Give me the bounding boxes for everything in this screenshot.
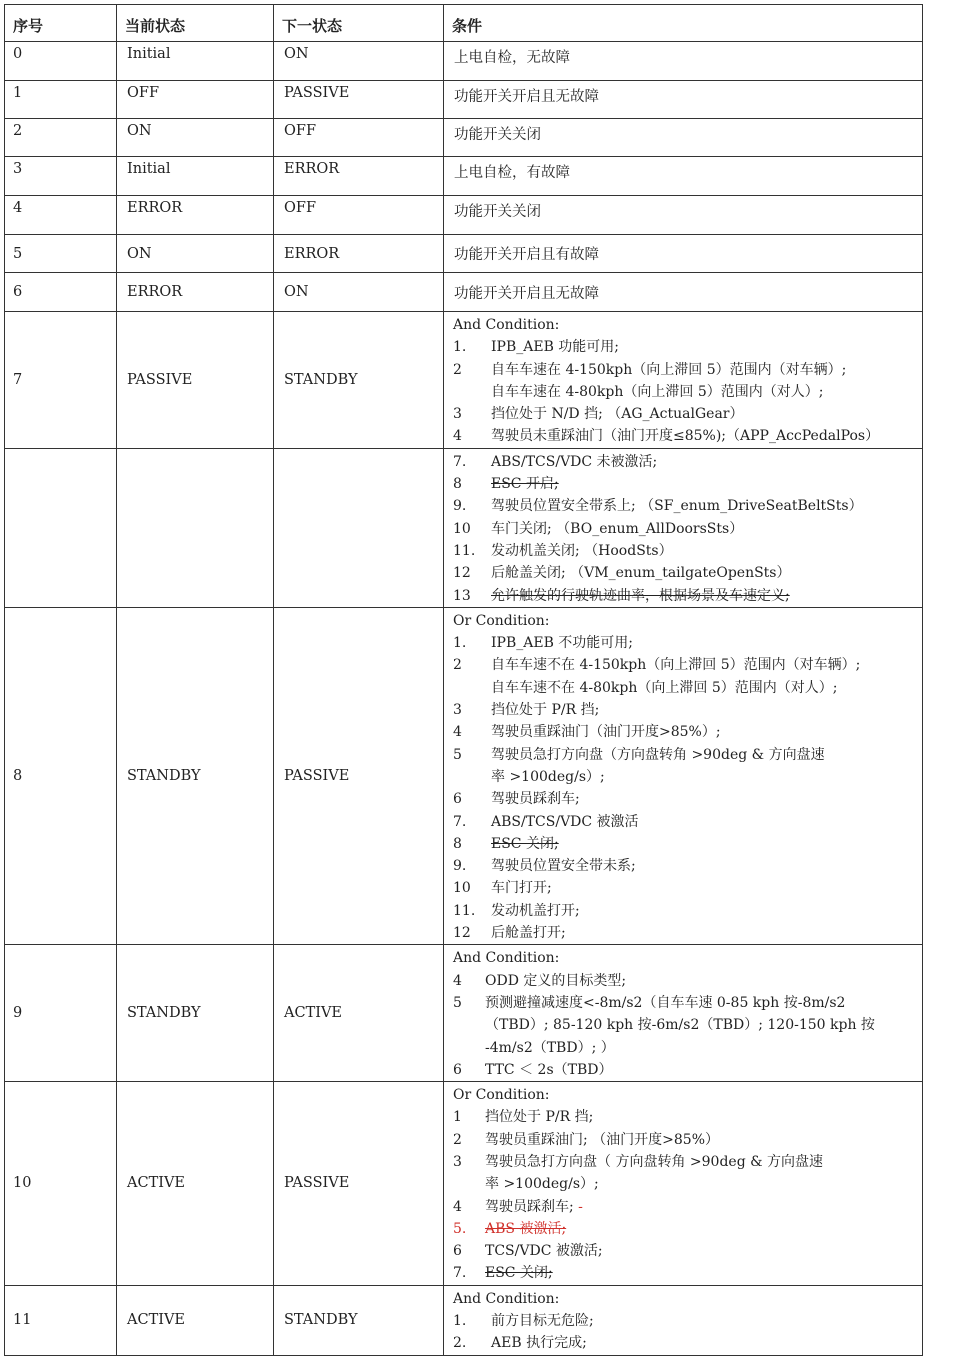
row-condition: [444, 312, 923, 449]
item-text: ABS/TCS/VDC 未被激活;: [491, 453, 658, 470]
item-number: 11.: [453, 542, 476, 559]
item-text: 自车车速在 4-80kph（向上滞回 5）范围内（对人）;: [491, 383, 824, 400]
item-number: 4: [453, 724, 462, 741]
row-no: 10: [5, 1082, 117, 1286]
condition-item-deleted: [453, 1218, 922, 1240]
item-text: 驾驶员重踩油门; （油门开度>85%）: [485, 1131, 720, 1148]
item-number: 13: [453, 587, 471, 604]
item-text: 发动机盖关闭; （HoodSts）: [491, 542, 673, 559]
condition-item: [453, 518, 922, 540]
row-next-state: ERROR: [274, 157, 444, 196]
item-number: 7.: [453, 453, 467, 470]
table-row: [5, 42, 923, 81]
item-text: 挡位处于 N/D 挡; （AG_ActualGear）: [491, 406, 744, 423]
row-condition: 上电自检，无故障: [444, 42, 923, 81]
row-condition: 上电自检，有故障: [444, 157, 923, 196]
item-number: 10: [453, 880, 471, 897]
item-number: 1.: [453, 635, 467, 652]
item-number: 4: [453, 972, 462, 989]
row-condition: 功能开关关闭: [444, 196, 923, 235]
item-number: 3: [453, 702, 462, 719]
row-next-state: ON: [274, 273, 444, 312]
condition-item: [453, 495, 922, 517]
item-text: 自车车速不在 4-80kph（向上滞回 5）范围内（对人）;: [491, 679, 838, 696]
condition-item: [453, 336, 922, 358]
row-current-state: STANDBY: [117, 607, 274, 944]
row-next-state: OFF: [274, 119, 444, 157]
row-no: 0: [5, 42, 117, 81]
item-number: 1.: [453, 1313, 467, 1330]
condition-item: [453, 922, 922, 944]
item-text: 车门关闭; （BO_enum_AllDoorsSts）: [491, 520, 744, 537]
header-next-state: 下一状态: [274, 5, 444, 42]
item-number: 5.: [453, 1220, 467, 1237]
condition-item: [453, 992, 922, 1014]
item-number: 12: [453, 925, 471, 942]
condition-item-continued: [453, 381, 922, 403]
item-number: 2: [453, 1131, 462, 1148]
item-number: 2: [453, 657, 462, 674]
condition-item: [453, 1240, 922, 1262]
row-current-state: ACTIVE: [117, 1285, 274, 1355]
table-row: [5, 1082, 923, 1286]
item-text: 后舱盖关闭; （VM_enum_tailgateOpenSts）: [491, 565, 791, 582]
item-text: 预测避撞减速度<-8m/s2（自车车速 0-85 kph 按-8m/s2: [485, 994, 846, 1011]
row-next-state: ACTIVE: [274, 945, 444, 1082]
condition-item: [453, 833, 922, 855]
item-text-deleted: 允许触发的行驶轨迹曲率，根据场景及车速定义;: [491, 587, 790, 604]
table-row: [5, 119, 923, 157]
empty-cell: [117, 448, 274, 607]
condition-title: Or Condition:: [453, 612, 550, 629]
condition-item: [453, 403, 922, 425]
condition-item: [453, 1106, 922, 1128]
item-text: -4m/s2（TBD）; ）: [485, 1039, 615, 1056]
header-condition: 条件: [444, 5, 923, 42]
item-number: 6: [453, 1061, 462, 1078]
item-text: 自车车速在 4-150kph（向上滞回 5）范围内（对车辆）;: [491, 361, 847, 378]
item-number: 1: [453, 1109, 462, 1126]
item-text: 驾驶员急打方向盘（ 方向盘转角 >90deg & 方向盘速: [485, 1153, 824, 1170]
condition-item: [453, 877, 922, 899]
row-no: 7: [5, 312, 117, 449]
condition-item: [453, 1262, 922, 1284]
table-row: [5, 607, 923, 944]
item-text: （TBD）; 85-120 kph 按-6m/s2（TBD）; 120-150 kph 按: [485, 1017, 875, 1034]
row-current-state: ON: [117, 119, 274, 157]
row-condition: [444, 945, 923, 1082]
row-current-state: ON: [117, 235, 274, 273]
table-row: [5, 157, 923, 196]
condition-item: [453, 632, 922, 654]
condition-title: And Condition:: [453, 1290, 560, 1307]
condition-item: [453, 1059, 922, 1081]
condition-item: [453, 451, 922, 473]
item-number: 8: [453, 835, 462, 852]
item-text: 自车车速不在 4-150kph（向上滞回 5）范围内（对车辆）;: [491, 657, 861, 674]
item-number: 6: [453, 1243, 462, 1260]
item-text-deleted: ESC 关闭;: [491, 835, 559, 852]
condition-item: [453, 473, 922, 495]
table-row: [5, 235, 923, 273]
condition-item: [453, 1151, 922, 1173]
item-number: 6: [453, 791, 462, 808]
row-current-state: Initial: [117, 157, 274, 196]
row-next-state: OFF: [274, 196, 444, 235]
table-row: [5, 448, 923, 607]
empty-cell: [5, 448, 117, 607]
condition-item: [453, 1310, 922, 1332]
item-number: 12: [453, 565, 471, 582]
item-text: 驾驶员位置安全带未系;: [491, 858, 636, 875]
row-no: 6: [5, 273, 117, 312]
row-no: 4: [5, 196, 117, 235]
item-text: 挡位处于 P/R 挡;: [491, 702, 600, 719]
item-text: 率 >100deg/s）;: [491, 768, 605, 785]
item-number: 4: [453, 428, 462, 445]
condition-item: [453, 654, 922, 676]
item-text: 车门打开;: [491, 880, 552, 897]
item-text: 前方目标无危险;: [491, 1313, 594, 1330]
table-row: [5, 81, 923, 119]
row-next-state: STANDBY: [274, 312, 444, 449]
item-text: 驾驶员踩刹车;: [485, 1198, 574, 1215]
revision-mark: -: [578, 1198, 583, 1215]
row-condition: 功能开关关闭: [444, 119, 923, 157]
item-number: 3: [453, 406, 462, 423]
item-number: 9.: [453, 498, 467, 515]
item-text: 驾驶员未重踩油门（油门开度≤85%);（APP_AccPedalPos）: [491, 428, 880, 445]
item-text-deleted: ABS 被激活;: [485, 1220, 567, 1237]
condition-item: [453, 1129, 922, 1151]
table-row: [5, 312, 923, 449]
item-text: IPB_AEB 不功能可用;: [491, 635, 634, 652]
row-current-state: ERROR: [117, 196, 274, 235]
condition-item: [453, 699, 922, 721]
condition-item: [453, 585, 922, 607]
item-text-deleted: ESC 关闭;: [485, 1265, 553, 1282]
condition-item: [453, 562, 922, 584]
item-text: 挡位处于 P/R 挡;: [485, 1109, 594, 1126]
row-current-state: PASSIVE: [117, 312, 274, 449]
item-number: 7.: [453, 1265, 467, 1282]
row-current-state: ACTIVE: [117, 1082, 274, 1286]
condition-item-continued: [453, 677, 922, 699]
condition-item: [453, 359, 922, 381]
condition-item: [453, 970, 922, 992]
row-next-state: STANDBY: [274, 1285, 444, 1355]
item-text: IPB_AEB 功能可用;: [491, 339, 620, 356]
row-next-state: PASSIVE: [274, 1082, 444, 1286]
condition-item: [453, 1196, 922, 1218]
condition-item: [453, 788, 922, 810]
row-next-state: ON: [274, 42, 444, 81]
item-text: ABS/TCS/VDC 被激活: [491, 813, 639, 830]
item-number: 10: [453, 520, 471, 537]
row-current-state: ERROR: [117, 273, 274, 312]
row-condition: 功能开关开启且无故障: [444, 81, 923, 119]
row-condition: [444, 1285, 923, 1355]
row-condition: [444, 1082, 923, 1286]
row-no: 2: [5, 119, 117, 157]
item-number: 2: [453, 361, 462, 378]
table-row: [5, 273, 923, 312]
row-next-state: PASSIVE: [274, 81, 444, 119]
item-number: 5: [453, 994, 462, 1011]
condition-title: Or Condition:: [453, 1087, 550, 1104]
condition-item-continued: [453, 1037, 922, 1059]
condition-item: [453, 721, 922, 743]
row-condition: [444, 448, 923, 607]
condition-item-continued: [453, 1173, 922, 1195]
row-condition: [444, 607, 923, 944]
condition-item: [453, 744, 922, 766]
header-current-state: 当前状态: [117, 5, 274, 42]
row-no: 3: [5, 157, 117, 196]
item-text: TTC ＜ 2s（TBD）: [485, 1061, 613, 1078]
condition-item-continued: [453, 766, 922, 788]
condition-item: [453, 540, 922, 562]
item-number: 4: [453, 1198, 462, 1215]
item-number: 7.: [453, 813, 467, 830]
row-no: 1: [5, 81, 117, 119]
empty-cell: [274, 448, 444, 607]
header-row: [5, 5, 923, 42]
row-current-state: STANDBY: [117, 945, 274, 1082]
item-number: 9.: [453, 858, 467, 875]
item-text: ODD 定义的目标类型;: [485, 972, 627, 989]
row-current-state: OFF: [117, 81, 274, 119]
item-text-deleted: ESC 开启;: [491, 476, 559, 493]
item-text: 后舱盖打开;: [491, 925, 566, 942]
table-row: [5, 196, 923, 235]
item-number: 3: [453, 1153, 462, 1170]
item-text: 驾驶员急打方向盘（方向盘转角 >90deg & 方向盘速: [491, 746, 825, 763]
item-text: 发动机盖打开;: [491, 902, 580, 919]
item-text: 驾驶员位置安全带系上; （SF_enum_DriveSeatBeltSts）: [491, 498, 863, 515]
condition-item: [453, 425, 922, 447]
table-row: [5, 945, 923, 1082]
item-number: 2.: [453, 1335, 467, 1352]
condition-title: And Condition:: [453, 317, 560, 333]
header-no: 序号: [5, 5, 117, 42]
item-text: 驾驶员重踩油门（油门开度>85%）;: [491, 724, 721, 741]
row-current-state: Initial: [117, 42, 274, 81]
condition-item-continued: [453, 1014, 922, 1036]
condition-title: And Condition:: [453, 950, 560, 967]
condition-item: [453, 855, 922, 877]
item-text: 率 >100deg/s）;: [485, 1176, 599, 1193]
row-condition: 功能开关开启且有故障: [444, 235, 923, 273]
item-text: AEB 执行完成;: [491, 1335, 587, 1352]
row-condition: 功能开关开启且无故障: [444, 273, 923, 312]
state-transition-table: [4, 4, 923, 1356]
row-next-state: ERROR: [274, 235, 444, 273]
item-number: 8: [453, 476, 462, 493]
row-no: 9: [5, 945, 117, 1082]
item-number: 1.: [453, 339, 467, 356]
condition-item: [453, 900, 922, 922]
table-row: [5, 1285, 923, 1355]
item-text: 驾驶员踩刹车;: [491, 791, 580, 808]
row-next-state: PASSIVE: [274, 607, 444, 944]
row-no: 11: [5, 1285, 117, 1355]
item-number: 11.: [453, 902, 476, 919]
item-text: TCS/VDC 被激活;: [485, 1243, 603, 1260]
row-no: 5: [5, 235, 117, 273]
condition-item: [453, 811, 922, 833]
row-no: 8: [5, 607, 117, 944]
item-number: 5: [453, 746, 462, 763]
